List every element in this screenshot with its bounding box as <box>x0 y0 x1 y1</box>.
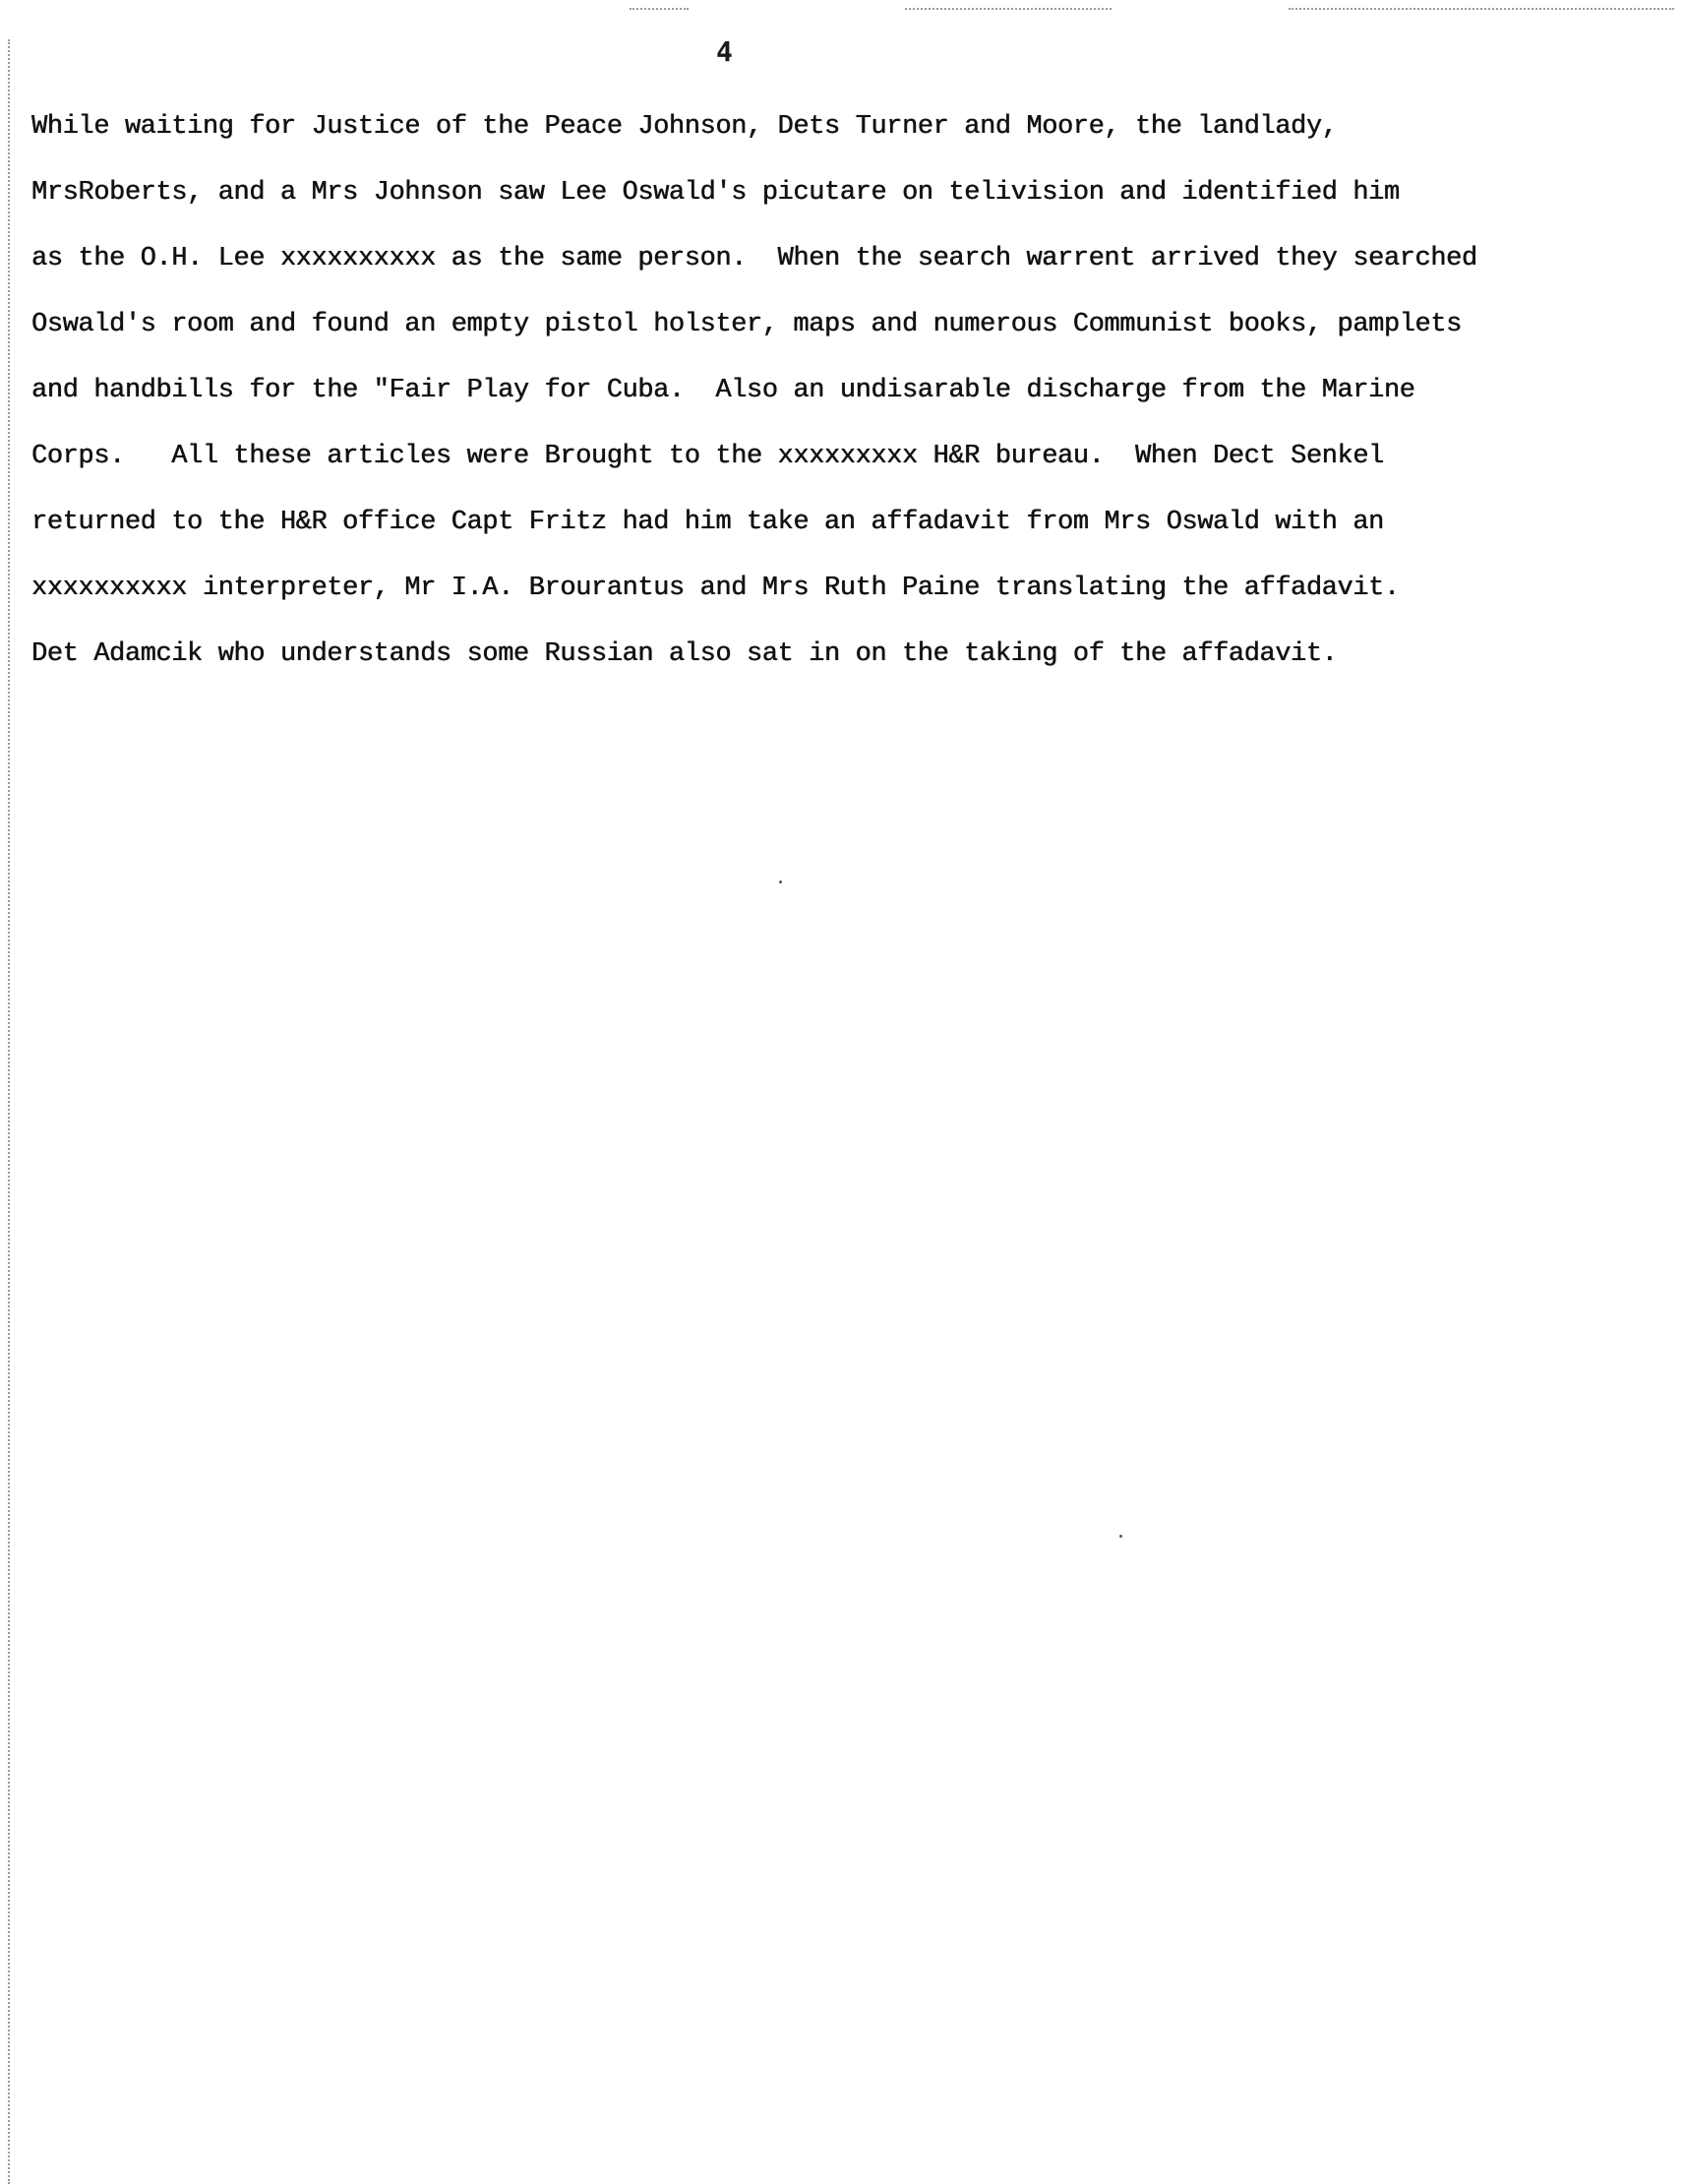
text-line: and handbills for the "Fair Play for Cuba. Also an undisarable discharge from the Marine <box>31 376 1415 405</box>
scan-top-mark <box>905 8 1112 10</box>
scan-left-edge <box>8 39 12 2184</box>
scan-speck <box>779 880 782 883</box>
scan-top-mark <box>630 8 689 10</box>
scan-speck <box>1119 1535 1122 1538</box>
text-line: xxxxxxxxxx interpreter, Mr I.A. Brourantus and Mrs Ruth Paine translating the affadavit. <box>31 574 1400 603</box>
text-line: Det Adamcik who understands some Russian also sat in on the taking of the affadavit. <box>31 639 1338 669</box>
page-number: 4 <box>716 35 733 68</box>
body-text <box>31 94 1645 688</box>
text-line: MrsRoberts, and a Mrs Johnson saw Lee Oswald's picutare on telivision and identified him <box>31 178 1400 208</box>
scan-top-mark <box>1289 8 1674 10</box>
text-line: While waiting for Justice of the Peace Johnson, Dets Turner and Moore, the landlady, <box>31 112 1338 142</box>
text-line: as the O.H. Lee xxxxxxxxxx as the same person. When the search warrent arrived they searched <box>31 244 1477 273</box>
text-line: Oswald's room and found an empty pistol holster, maps and numerous Communist books, pamplets <box>31 310 1462 339</box>
text-line: returned to the H&R office Capt Fritz had him take an affadavit from Mrs Oswald with an <box>31 508 1384 537</box>
text-line: Corps. All these articles were Brought to the xxxxxxxxx H&R bureau. When Dect Senkel <box>31 442 1384 471</box>
